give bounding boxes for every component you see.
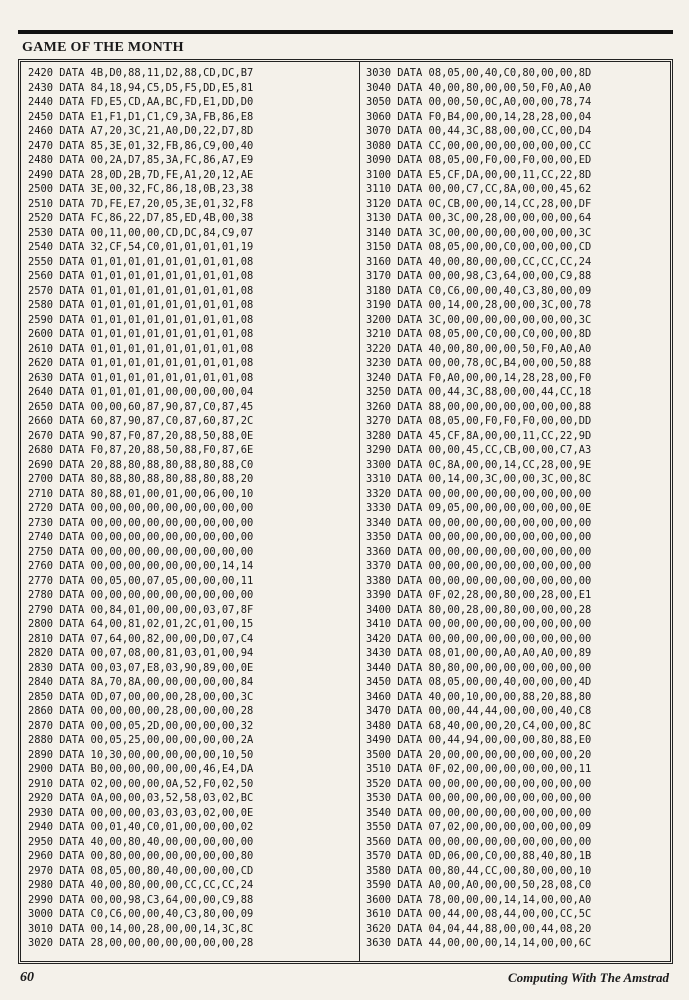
listing-line: 2820 DATA 00,07,08,00,81,03,01,00,94 — [28, 647, 254, 659]
listing-line: 2620 DATA 01,01,01,01,01,01,01,01,08 — [28, 357, 254, 369]
listing-line: 2570 DATA 01,01,01,01,01,01,01,01,08 — [28, 284, 254, 297]
listing-line: 2550 DATA 01,01,01,01,01,01,01,01,08 — [28, 255, 254, 268]
listing-line: 3420 DATA 00,00,00,00,00,00,00,00,00 — [366, 632, 592, 645]
listing-line: 3600 DATA 78,00,00,00,14,14,00,00,A0 — [366, 893, 592, 906]
listing-line: 3620 DATA 04,04,44,88,00,00,44,08,20 — [366, 922, 592, 935]
listing-line: 3210 DATA 08,05,00,C0,00,C0,00,00,8D — [366, 328, 592, 340]
listing-line: 2740 DATA 00,00,00,00,00,00,00,00,00 — [28, 531, 254, 543]
listing-line: 3250 DATA 00,44,3C,88,00,00,44,CC,18 — [366, 386, 592, 398]
listing-line: 2880 DATA 00,05,25,00,00,00,00,00,2A — [28, 734, 254, 746]
magazine-title: Computing With The Amstrad — [508, 970, 669, 985]
listing-line: 2430 DATA 84,18,94,C5,D5,F5,DD,E5,81 — [28, 81, 254, 94]
listing-line: 2910 DATA 02,00,00,00,0A,52,F0,02,50 — [28, 777, 254, 790]
listing-line: 2970 DATA 08,05,00,80,40,00,00,00,CD — [28, 864, 254, 877]
listing-line: 3350 DATA 00,00,00,00,00,00,00,00,00 — [366, 531, 592, 543]
listing-line: 3310 DATA 00,14,00,3C,00,00,3C,00,8C — [366, 473, 592, 485]
listing-line: 3560 DATA 00,00,00,00,00,00,00,00,00 — [366, 835, 592, 848]
listing-line: 3290 DATA 00,00,45,CC,CB,00,00,C7,A3 — [366, 444, 592, 456]
listing-line: 3100 DATA E5,CF,DA,00,00,11,CC,22,8D — [366, 168, 592, 181]
listing-line: 2690 DATA 20,88,80,88,80,88,80,88,C0 — [28, 458, 254, 471]
listing-line: 3090 DATA 08,05,00,F0,00,F0,00,00,ED — [366, 154, 592, 166]
section-header: GAME OF THE MONTH — [22, 40, 184, 55]
listing-line: 3570 DATA 0D,06,00,C0,00,88,40,80,1B — [366, 850, 592, 862]
listing-line: 2420 DATA 4B,D0,88,11,D2,88,CD,DC,B7 — [28, 67, 254, 79]
listing-line: 2720 DATA 00,00,00,00,00,00,00,00,00 — [28, 502, 254, 514]
listing-line: 3170 DATA 00,00,98,C3,64,00,00,C9,88 — [366, 270, 592, 282]
listing-line: 2460 DATA A7,20,3C,21,A0,D0,22,D7,8D — [28, 125, 254, 137]
listing-line: 3130 DATA 00,3C,00,28,00,00,00,00,64 — [366, 212, 592, 224]
listing-line: 3360 DATA 00,00,00,00,00,00,00,00,00 — [366, 545, 592, 558]
listing-line: 2480 DATA 00,2A,D7,85,3A,FC,86,A7,E9 — [28, 154, 254, 166]
page-number: 60 — [20, 970, 34, 985]
listing-line: 2930 DATA 00,00,00,03,03,03,02,00,0E — [28, 806, 254, 819]
listing-line: 3480 DATA 68,40,00,00,20,C4,00,00,8C — [366, 719, 592, 732]
listing-line: 3550 DATA 07,02,00,00,00,00,00,00,09 — [366, 821, 592, 833]
listing-line: 2590 DATA 01,01,01,01,01,01,01,01,08 — [28, 313, 254, 326]
listing-line: 3270 DATA 08,05,00,F0,F0,F0,00,00,DD — [366, 415, 592, 427]
listing-line: 2440 DATA FD,E5,CD,AA,BC,FD,E1,DD,D0 — [28, 96, 254, 108]
listing-line: 3460 DATA 40,00,10,00,00,88,20,88,80 — [366, 690, 592, 703]
listing-line: 2610 DATA 01,01,01,01,01,01,01,01,08 — [28, 342, 254, 355]
listing-line: 3390 DATA 0F,02,28,00,80,00,28,00,E1 — [366, 589, 592, 601]
listing-line: 3450 DATA 08,05,00,00,40,00,00,00,4D — [366, 676, 592, 688]
listing-line: 2940 DATA 00,01,40,C0,01,00,00,00,02 — [28, 821, 254, 833]
listing-line: 2520 DATA FC,86,22,D7,85,ED,4B,00,38 — [28, 212, 254, 224]
listing-line: 3400 DATA 80,00,28,00,80,00,00,00,28 — [366, 603, 592, 616]
listing-line: 3500 DATA 20,00,00,00,00,00,00,00,20 — [366, 748, 592, 761]
listing-line: 3230 DATA 00,00,78,0C,B4,00,00,50,88 — [366, 357, 592, 369]
listing-line: 2580 DATA 01,01,01,01,01,01,01,01,08 — [28, 299, 254, 311]
listing-column-right — [366, 66, 591, 951]
listing-line: 3160 DATA 40,00,80,00,00,CC,CC,CC,24 — [366, 255, 592, 268]
listing-line: 3050 DATA 00,00,50,0C,A0,00,00,78,74 — [366, 96, 592, 108]
listing-box — [18, 59, 673, 964]
listing-line: 3610 DATA 00,44,00,08,44,00,00,CC,5C — [366, 908, 592, 920]
listing-line: 3410 DATA 00,00,00,00,00,00,00,00,00 — [366, 618, 592, 630]
listing-line: 2500 DATA 3E,00,32,FC,86,18,0B,23,38 — [28, 183, 254, 195]
listing-line: 3140 DATA 3C,00,00,00,00,00,00,00,3C — [366, 226, 592, 239]
listing-line: 3470 DATA 00,00,44,44,00,00,00,40,C8 — [366, 705, 592, 717]
listing-line: 3440 DATA 80,80,00,00,00,00,00,00,00 — [366, 661, 592, 674]
listing-line: 3300 DATA 0C,8A,00,00,14,CC,28,00,9E — [366, 458, 592, 471]
listing-line: 3340 DATA 00,00,00,00,00,00,00,00,00 — [366, 516, 592, 529]
listing-line: 2760 DATA 00,00,00,00,00,00,00,14,14 — [28, 560, 254, 572]
listing-line: 3020 DATA 28,00,00,00,00,00,00,00,28 — [28, 937, 254, 949]
listing-line: 2830 DATA 00,03,07,E8,03,90,89,00,0E — [28, 661, 254, 674]
listing-line: 2750 DATA 00,00,00,00,00,00,00,00,00 — [28, 545, 254, 558]
listing-line: 2810 DATA 07,64,00,82,00,00,D0,07,C4 — [28, 632, 254, 645]
column-divider — [359, 62, 360, 961]
listing-line: 3220 DATA 40,00,80,00,00,50,F0,A0,A0 — [366, 342, 592, 355]
listing-line: 2630 DATA 01,01,01,01,01,01,01,01,08 — [28, 371, 254, 384]
listing-line: 2530 DATA 00,11,00,00,CD,DC,84,C9,07 — [28, 226, 254, 239]
listing-line: 2450 DATA E1,F1,D1,C1,C9,3A,FB,86,E8 — [28, 110, 254, 123]
listing-line: 2920 DATA 0A,00,00,03,52,58,03,02,BC — [28, 792, 254, 804]
listing-line: 3080 DATA CC,00,00,00,00,00,00,00,CC — [366, 139, 592, 152]
listing-line: 3120 DATA 0C,CB,00,00,14,CC,28,00,DF — [366, 197, 592, 210]
listing-line: 3030 DATA 08,05,00,40,C0,80,00,00,8D — [366, 67, 592, 79]
listing-line: 2490 DATA 28,0D,2B,7D,FE,A1,20,12,AE — [28, 168, 254, 181]
listing-line: 3240 DATA F0,A0,00,00,14,28,28,00,F0 — [366, 371, 592, 384]
listing-line: 3040 DATA 40,00,80,00,00,50,F0,A0,A0 — [366, 81, 592, 94]
listing-line: 3540 DATA 00,00,00,00,00,00,00,00,00 — [366, 806, 592, 819]
listing-line: 3260 DATA 88,00,00,00,00,00,00,00,88 — [366, 400, 592, 413]
listing-line: 2700 DATA 80,88,80,88,80,88,80,88,20 — [28, 473, 254, 485]
listing-line: 3010 DATA 00,14,00,28,00,00,14,3C,8C — [28, 922, 254, 935]
listing-line: 2560 DATA 01,01,01,01,01,01,01,01,08 — [28, 270, 254, 282]
listing-line: 2800 DATA 64,00,81,02,01,2C,01,00,15 — [28, 618, 254, 630]
listing-line: 3510 DATA 0F,02,00,00,00,00,00,00,11 — [366, 763, 592, 775]
listing-line: 3430 DATA 08,01,00,00,A0,A0,A0,00,89 — [366, 647, 592, 659]
listing-line: 3530 DATA 00,00,00,00,00,00,00,00,00 — [366, 792, 592, 804]
listing-line: 2890 DATA 10,30,00,00,00,00,00,10,50 — [28, 748, 254, 761]
listing-line: 3190 DATA 00,14,00,28,00,00,3C,00,78 — [366, 299, 592, 311]
listing-line: 3590 DATA A0,00,A0,00,00,50,28,08,C0 — [366, 879, 592, 891]
listing-line: 3280 DATA 45,CF,8A,00,00,11,CC,22,9D — [366, 429, 592, 442]
listing-line: 2640 DATA 01,01,01,01,00,00,00,00,04 — [28, 386, 254, 398]
listing-line: 2850 DATA 0D,07,00,00,00,28,00,00,3C — [28, 690, 254, 703]
listing-line: 2840 DATA 8A,70,8A,00,00,00,00,00,84 — [28, 676, 254, 688]
listing-line: 3070 DATA 00,44,3C,88,00,00,CC,00,D4 — [366, 125, 592, 137]
listing-line: 2680 DATA F0,87,20,88,50,88,F0,87,6E — [28, 444, 254, 456]
listing-line: 3060 DATA F0,B4,00,00,14,28,28,00,04 — [366, 110, 592, 123]
listing-line: 3000 DATA C0,C6,00,00,40,C3,80,00,09 — [28, 908, 254, 920]
listing-line: 2770 DATA 00,05,00,07,05,00,00,00,11 — [28, 574, 254, 587]
top-rule — [18, 30, 673, 34]
listing-line: 3370 DATA 00,00,00,00,00,00,00,00,00 — [366, 560, 592, 572]
listing-line: 2660 DATA 60,87,90,87,C0,87,60,87,2C — [28, 415, 254, 427]
listing-line: 2900 DATA B0,00,00,00,00,00,46,E4,DA — [28, 763, 254, 775]
listing-line: 3490 DATA 00,44,94,00,00,00,80,88,E0 — [366, 734, 592, 746]
listing-column-left — [28, 66, 253, 951]
listing-line: 3380 DATA 00,00,00,00,00,00,00,00,00 — [366, 574, 592, 587]
listing-line: 2990 DATA 00,00,98,C3,64,00,00,C9,88 — [28, 893, 254, 906]
listing-line: 3320 DATA 00,00,00,00,00,00,00,00,00 — [366, 487, 592, 500]
listing-line: 3580 DATA 00,80,44,CC,00,80,00,00,10 — [366, 864, 592, 877]
listing-line: 2980 DATA 40,00,80,00,00,CC,CC,CC,24 — [28, 879, 254, 891]
listing-line: 2780 DATA 00,00,00,00,00,00,00,00,00 — [28, 589, 254, 601]
listing-line: 2950 DATA 40,00,80,40,00,00,00,00,00 — [28, 835, 254, 848]
listing-line: 2960 DATA 00,80,00,00,00,00,00,00,80 — [28, 850, 254, 862]
listing-line: 2670 DATA 90,87,F0,87,20,88,50,88,0E — [28, 429, 254, 442]
listing-line: 3150 DATA 08,05,00,00,C0,00,00,00,CD — [366, 241, 592, 253]
listing-line: 2710 DATA 80,88,01,00,01,00,06,00,10 — [28, 487, 254, 500]
listing-line: 3180 DATA C0,C6,00,00,40,C3,80,00,09 — [366, 284, 592, 297]
listing-line: 3630 DATA 44,00,00,00,14,14,00,00,6C — [366, 937, 592, 949]
listing-line: 2870 DATA 00,00,05,2D,00,00,00,00,32 — [28, 719, 254, 732]
listing-line: 2470 DATA 85,3E,01,32,FB,86,C9,00,40 — [28, 139, 254, 152]
listing-line: 2790 DATA 00,84,01,00,00,00,03,07,8F — [28, 603, 254, 616]
listing-line: 2730 DATA 00,00,00,00,00,00,00,00,00 — [28, 516, 254, 529]
listing-line: 2510 DATA 7D,FE,E7,20,05,3E,01,32,F8 — [28, 197, 254, 210]
listing-line: 2860 DATA 00,00,00,00,28,00,00,00,28 — [28, 705, 254, 717]
listing-line: 3200 DATA 3C,00,00,00,00,00,00,00,3C — [366, 313, 592, 326]
listing-line: 2600 DATA 01,01,01,01,01,01,01,01,08 — [28, 328, 254, 340]
listing-line: 2650 DATA 00,00,60,87,90,87,C0,87,45 — [28, 400, 254, 413]
listing-line: 3110 DATA 00,00,C7,CC,8A,00,00,45,62 — [366, 183, 592, 195]
listing-line: 3330 DATA 09,05,00,00,00,00,00,00,0E — [366, 502, 592, 514]
listing-line: 2540 DATA 32,CF,54,C0,01,01,01,01,19 — [28, 241, 254, 253]
listing-line: 3520 DATA 00,00,00,00,00,00,00,00,00 — [366, 777, 592, 790]
